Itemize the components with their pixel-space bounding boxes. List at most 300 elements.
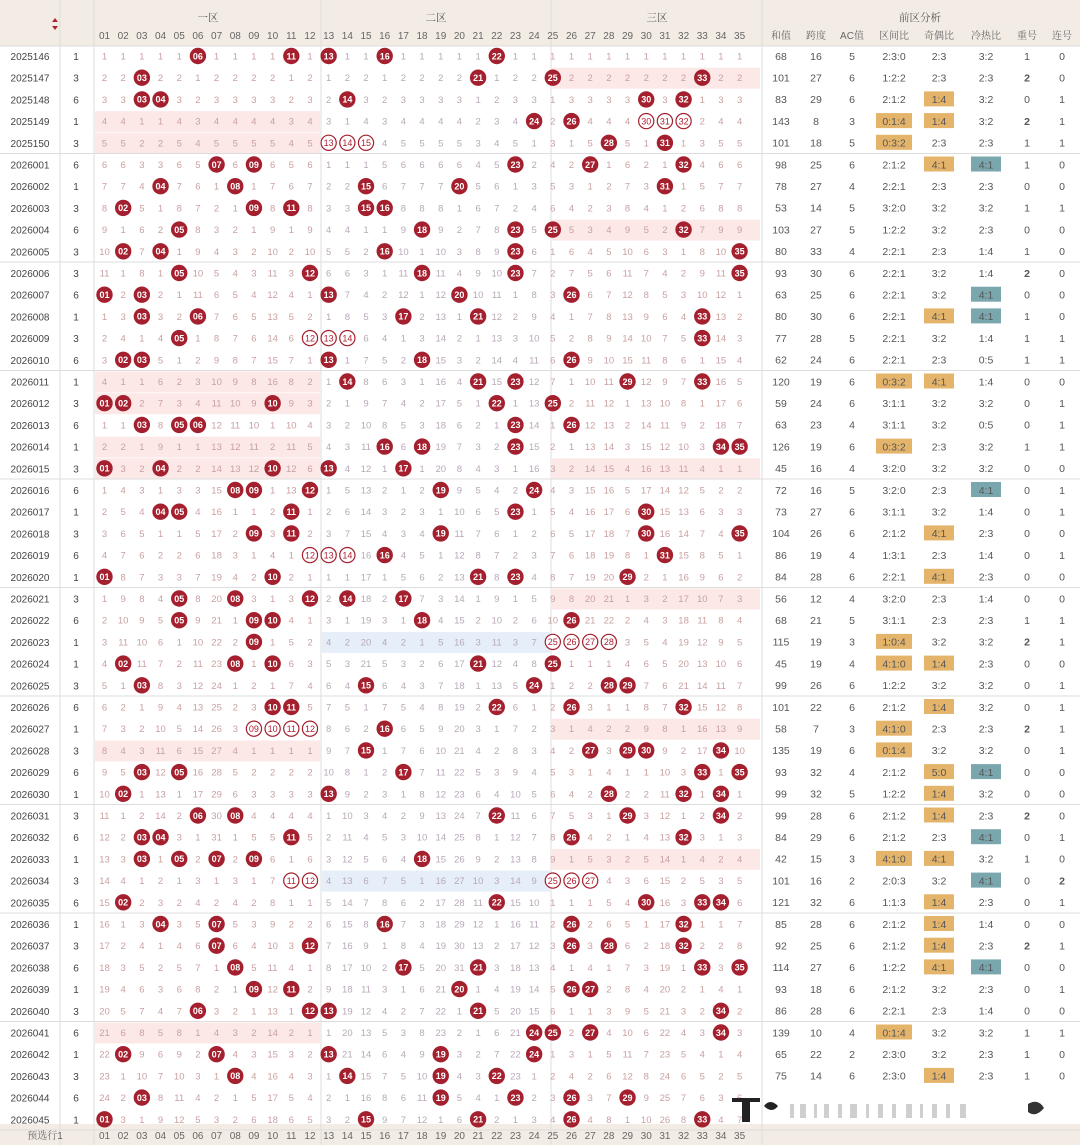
omission-count: 18 [435,420,447,432]
preselect-number[interactable]: 23 [509,1131,522,1142]
omission-count: 10 [734,745,745,757]
omission-count: 10 [173,1071,185,1083]
omission-count: 4 [550,485,556,497]
omission-count: 1 [531,1071,537,1083]
omission-count: 13 [584,442,596,454]
analysis-cell-span: 30 [810,311,822,324]
preselect-number[interactable]: 05 [173,1131,185,1142]
omission-count: 1 [326,73,332,85]
preselect-number[interactable]: 06 [192,1131,204,1142]
omission-count: 2 [344,420,350,432]
omission-count: 11 [529,355,540,367]
analysis-cell-repeat: 0 [1024,593,1030,606]
drawn-ball-number: 14 [342,94,353,105]
period-cell: 2026023 [10,637,50,649]
omission-count: 4 [438,615,444,627]
drawn-ball-number: 12 [304,941,315,951]
omission-count: 3 [213,225,220,237]
omission-count: 13 [435,311,447,323]
analysis-cell-hot-cold: 3:2 [978,50,994,63]
preselect-number[interactable]: 25 [547,1131,559,1142]
omission-count: 2 [326,181,332,193]
omission-count: 3 [662,246,668,258]
omission-count: 1 [606,811,612,822]
preselect-number[interactable]: 11 [286,1131,297,1142]
period-cell: 2026030 [10,789,50,801]
omission-count: 5 [232,138,238,150]
analysis-cell-hot-cold: 4:1 [978,962,994,975]
omission-count: 18 [584,550,596,562]
weekday-cell: 6 [73,95,79,107]
preselect-number[interactable]: 30 [640,1131,652,1142]
drawn-ball-number: 21 [473,658,484,669]
omission-count: 4 [120,116,126,128]
omission-count: 14 [528,420,540,432]
omission-count: 2 [643,572,649,584]
omission-count: 1 [326,1071,332,1083]
omission-count: 9 [718,637,724,649]
omission-count: 2 [157,73,164,85]
analysis-cell-odd-even: 2:3 [931,549,947,562]
omission-count: 1 [400,615,407,627]
omission-count: 1 [736,463,743,475]
analysis-cell-odd-even: 2:3 [931,593,947,606]
row-tint [95,133,320,154]
omission-count: 4 [382,333,388,345]
preselect-number[interactable]: 08 [229,1131,241,1142]
omission-count: 3 [606,1006,612,1018]
omission-count: 2 [587,789,593,801]
omission-count: 9 [232,377,238,388]
omission-count: 2 [307,637,313,649]
omission-count: 3 [456,94,463,106]
preselect-number[interactable]: 14 [341,1131,353,1142]
omission-count: 4 [400,1049,407,1061]
drawn-ball-number: 11 [286,702,297,713]
omission-count: 1 [550,897,556,909]
analysis-cell-hot-cold: 3:2 [978,636,994,649]
analysis-cell-ac: 6 [849,1070,855,1083]
omission-count: 4 [326,876,332,888]
analysis-cell-odd-even: 2:3 [931,441,947,454]
drawn-ball-number: 26 [566,116,577,127]
weekday-cell: 3 [73,464,79,476]
omission-count: 6 [101,160,108,171]
number-col-header: 32 [678,31,690,42]
omission-count: 2 [382,767,388,779]
omission-count: 6 [195,550,201,562]
preselect-number[interactable]: 18 [416,1131,428,1142]
weekday-cell: 3 [73,941,79,953]
analysis-cell-odd-even: 1:4 [931,115,947,128]
preselect-number[interactable]: 04 [154,1131,167,1142]
omission-count: 6 [475,203,481,215]
omission-count: 9 [363,398,369,410]
omission-count: 9 [512,767,519,779]
drawn-ball-number: 22 [491,398,502,409]
omission-count: 7 [195,203,201,215]
drawn-ball-number: 04 [155,181,166,192]
omission-count: 1 [176,290,182,302]
omission-count: 26 [454,854,465,866]
weekday-cell: 3 [73,594,79,606]
omission-count: 2 [269,767,276,779]
omission-count: 17 [192,789,204,801]
omission-count: 1 [176,789,182,801]
table-row [11,243,1066,259]
omission-count: 27 [211,745,222,757]
omission-count: 2 [624,420,631,432]
omission-count: 5 [736,377,743,388]
omission-count: 5 [568,528,575,540]
omission-count: 5 [176,962,182,974]
omission-count: 1 [662,203,668,215]
omission-count: 9 [157,1114,164,1126]
omission-count: 2 [624,724,631,736]
preselect-number[interactable]: 19 [435,1131,447,1142]
omission-count: 21 [435,984,447,996]
preselect-number[interactable]: 20 [453,1131,465,1142]
preselect-number[interactable]: 16 [379,1131,391,1142]
omission-count: 3 [568,767,575,779]
omission-count: 5 [195,1114,201,1126]
omission-count: 6 [475,507,481,519]
omission-count: 3 [120,1114,126,1126]
table-row [11,1089,743,1105]
drawn-ball-number: 22 [491,897,502,908]
omission-count: 3 [419,333,425,345]
omission-count: 19 [342,1006,353,1018]
omission-count: 1 [269,680,276,692]
omission-count: 4 [288,615,294,627]
omission-count: 1 [419,246,425,258]
omission-count: 2 [568,680,575,692]
omission-count: 1 [251,659,257,671]
analysis-cell-hot-cold: 1:4 [978,506,994,519]
omission-count: 13 [267,1006,278,1018]
omission-count: 11 [342,832,353,844]
omission-count: 19 [659,962,671,974]
omission-count: 10 [416,1071,428,1083]
preselect-number[interactable]: 26 [565,1131,578,1142]
omission-count: 1 [120,919,126,931]
omission-count: 4 [213,1028,220,1039]
omission-count: 5 [120,1006,126,1018]
omission-count: 18 [510,962,521,974]
preselect-number[interactable]: 33 [696,1131,708,1142]
preselect-number[interactable]: 13 [323,1131,335,1142]
drawn-ball-number: 26 [566,919,577,930]
omission-count: 4 [363,116,369,128]
analysis-cell-ac: 6 [849,354,855,367]
preselect-number[interactable]: 02 [117,1131,129,1142]
omission-count: 5 [157,355,164,367]
preselect-number[interactable]: 03 [136,1131,148,1142]
omission-count: 1 [382,73,388,85]
omission-count: 8 [176,203,182,215]
row-tint [95,740,320,761]
omission-count: 9 [643,1093,649,1105]
weekday-cell: 3 [73,529,79,541]
omission-count: 1 [307,355,313,367]
omission-count: 8 [344,767,350,779]
omission-count: 16 [454,637,465,649]
preselect-number[interactable]: 17 [397,1131,409,1142]
preselect-number[interactable]: 28 [603,1131,615,1142]
omission-count: 8 [344,311,350,323]
drawn-ball-number: 24 [529,116,540,127]
period-cell: 2026025 [10,681,50,693]
omission-count: 5 [213,138,220,150]
number-col-header: 02 [117,31,129,42]
omission-count: 11 [192,659,203,671]
analysis-cell-consec: 1 [1059,441,1065,454]
omission-count: 2 [326,507,332,519]
omission-count: 7 [157,659,164,671]
analysis-cell-hot-cold: 1:4 [978,332,994,345]
omission-count: 11 [398,268,409,280]
drawn-ball-number: 07 [211,919,222,930]
omission-count: 15 [360,528,372,540]
preselect-number[interactable]: 01 [98,1131,111,1142]
omission-count: 9 [251,398,257,410]
omission-count: 17 [435,897,447,909]
analysis-cell-consec: 1 [1059,897,1065,910]
analysis-cell-hot-cold: 3:2 [978,398,994,410]
table-row [11,569,1066,585]
analysis-cell-span: 28 [810,918,822,931]
analysis-header: 前区分析 [899,12,941,24]
drawn-ball-number: 13 [323,333,334,344]
omission-count: 3 [400,1028,407,1039]
preselect-number[interactable]: 15 [360,1131,372,1142]
omission-count: 12 [491,311,503,323]
preselect-number[interactable]: 29 [621,1131,634,1142]
omission-count: 4 [232,268,238,280]
omission-count: 2 [232,702,238,714]
drawn-ball-number: 12 [304,485,315,496]
omission-count: 9 [269,225,276,237]
omission-count: 3 [419,507,425,519]
drawn-ball-number: 23 [510,507,521,517]
omission-count: 2 [475,1049,481,1061]
omission-count: 5 [363,854,369,866]
analysis-col-header: 冷热比 [971,31,1001,42]
omission-count: 5 [344,702,350,714]
omission-count: 8 [699,550,705,562]
omission-count: 26 [211,724,222,736]
omission-count: 6 [176,745,182,757]
drawn-ball-number: 08 [230,658,241,669]
omission-count: 4 [736,615,743,627]
analysis-cell-odd-even: 3:2 [931,202,947,215]
omission-count: 21 [99,1028,110,1039]
omission-count: 4 [624,463,631,475]
omission-count: 1 [157,203,164,215]
omission-count: 1 [251,181,257,193]
analysis-cell-ac: 6 [849,962,855,975]
omission-count: 7 [475,528,481,540]
omission-count: 1 [531,702,537,714]
preselect-number[interactable]: 24 [528,1131,540,1142]
omission-count: 12 [435,290,447,302]
omission-count: 1 [139,876,145,888]
omission-count: 12 [211,420,222,432]
drawn-ball-number: 08 [230,593,241,604]
drawn-ball-number: 29 [622,1092,633,1103]
drawn-ball-number: 09 [248,528,259,539]
analysis-cell-sum: 77 [775,332,787,345]
omission-count: 11 [716,680,726,692]
omission-count: 2 [269,442,276,454]
omission-count: 1 [718,51,724,63]
drawn-ball-number: 12 [304,268,315,279]
analysis-cell-repeat: 1 [1024,332,1030,345]
preselect-number[interactable]: 07 [211,1131,223,1142]
omission-count: 4 [606,876,612,888]
omission-count: 7 [139,246,145,258]
analysis-cell-ac: 5 [849,50,855,63]
omission-count: 3 [157,572,164,584]
omission-count: 1 [344,355,350,367]
analysis-cell-consec: 1 [1059,701,1065,714]
omission-count: 1 [456,311,463,323]
omission-count: 22 [454,767,465,779]
omission-count: 6 [550,1006,556,1018]
analysis-cell-hot-cold: 2:3 [978,72,994,85]
omission-count: 1 [568,962,575,974]
omission-count: 13 [211,442,222,454]
drawn-ball-number: 06 [192,51,203,62]
preselect-number[interactable]: 34 [715,1131,727,1142]
drawn-ball-number: 29 [622,810,633,821]
preselect-number[interactable]: 09 [248,1131,260,1142]
drawn-ball-number: 11 [286,51,297,62]
omission-count: 17 [510,941,521,953]
analysis-cell-odd-even: 4:1 [931,528,947,541]
drawn-ball-number: 25 [547,224,558,235]
analysis-cell-span: 28 [810,332,822,345]
omission-count: 1 [326,160,332,171]
omission-count: 6 [251,333,257,345]
omission-count: 2 [587,1071,593,1083]
analysis-cell-sum: 139 [772,1027,790,1040]
omission-count: 15 [342,919,353,931]
preselect-number[interactable]: 32 [678,1131,690,1142]
omission-count: 4 [382,1006,388,1018]
omission-count: 11 [641,355,652,367]
number-col-header: 10 [267,31,279,42]
analysis-cell-odd-even: 4:1 [931,571,947,584]
omission-count: 1 [382,268,388,280]
drawn-ball-number: 35 [734,962,745,973]
preselect-number[interactable]: 22 [491,1131,503,1142]
analysis-cell-ac: 4 [849,246,855,259]
omission-count: 2 [382,594,388,605]
drawn-ball-number: 02 [118,398,129,409]
analysis-cell-odd-even: 1:4 [931,810,947,823]
analysis-cell-sum: 121 [772,897,790,910]
drawn-ball-number: 14 [342,593,353,604]
omission-count: 4 [232,745,238,757]
omission-count: 2 [456,73,463,85]
analysis-cell-repeat: 0 [1024,658,1030,671]
omission-count: 10 [659,398,671,410]
omission-count: 9 [288,398,294,410]
omission-count: 6 [269,854,276,866]
omission-count: 31 [211,832,222,844]
omission-count: 1 [176,876,182,888]
omission-count: 15 [360,1071,372,1083]
omission-count: 1 [344,116,350,128]
omission-count: 10 [491,268,503,280]
drawn-ball-number: 34 [715,789,726,800]
preselect-number[interactable]: 35 [734,1131,746,1142]
omission-count: 1 [307,1028,313,1039]
omission-count: 7 [438,181,444,193]
preselect-number[interactable]: 27 [584,1131,596,1142]
omission-count: 1 [120,268,126,280]
drawn-ball-number: 11 [286,507,297,517]
drawn-ball-number: 03 [136,73,147,83]
weekday-cell: 6 [73,768,79,780]
omission-count: 2 [624,73,631,85]
omission-count: 18 [342,984,353,996]
drawn-ball-number: 13 [323,138,334,149]
drawn-ball-number: 06 [192,420,203,431]
omission-count: 7 [699,225,705,237]
omission-count: 2 [363,73,369,85]
drawn-ball-number: 02 [118,897,129,908]
omission-count: 2 [251,680,257,692]
preselect-row-label[interactable]: 预选行1 [27,1131,63,1142]
analysis-cell-ac: 6 [849,810,855,823]
omission-count: 1 [587,51,593,63]
preselect-number[interactable]: 21 [472,1131,484,1142]
weekday-cell: 3 [73,746,79,758]
analysis-cell-ac: 5 [849,202,855,215]
omission-count: 6 [120,1028,126,1039]
omission-count: 6 [120,160,126,171]
omission-count: 4 [139,507,145,519]
drawn-ball-number: 24 [529,485,540,496]
omission-count: 16 [510,919,521,931]
drawn-ball-number: 15 [361,138,372,149]
omission-count: 21 [211,615,222,627]
omission-count: 3 [269,94,276,106]
drawn-ball-number: 11 [286,724,296,734]
omission-count: 1 [680,181,687,193]
preselect-number[interactable]: 10 [267,1131,279,1142]
omission-count: 1 [494,832,500,844]
omission-count: 16 [360,550,372,562]
omission-count: 8 [643,1071,649,1083]
drawn-ball-number: 05 [174,615,185,626]
omission-count: 7 [643,268,649,280]
analysis-cell-hot-cold: 1:4 [978,246,994,259]
omission-count: 6 [400,1093,407,1105]
preselect-number[interactable]: 31 [659,1131,671,1142]
omission-count: 3 [307,659,313,671]
analysis-cell-span: 8 [813,115,819,128]
omission-count: 3 [643,962,649,974]
preselect-number[interactable]: 12 [304,1131,316,1142]
omission-count: 5 [400,572,407,584]
analysis-cell-hot-cold: 2:3 [978,897,994,910]
drawn-ball-number: 11 [286,203,297,214]
omission-count: 4 [307,1093,313,1105]
period-cell: 2025150 [10,138,50,150]
